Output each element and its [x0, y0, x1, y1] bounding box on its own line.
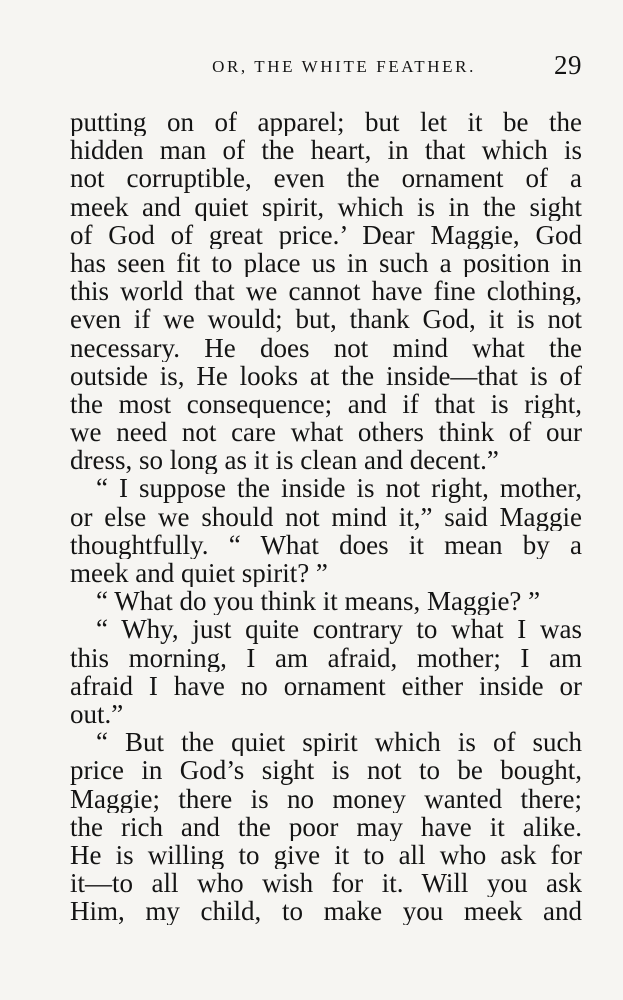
text-line: “ Why, just quite contrary to what I was — [96, 615, 582, 644]
text-line: He is willing to give it to all who ask for — [70, 840, 582, 870]
text-line: Maggie; there is no money wanted there; — [70, 784, 582, 813]
text-line: “ I suppose the inside is not right, mother, — [96, 474, 582, 503]
text-line: dress, so long as it is clean and decent.” — [70, 446, 499, 475]
running-title: OR, THE WHITE FEATHER. — [212, 57, 476, 76]
text-line: price in God’s sight is not to be bought, — [70, 756, 582, 785]
text-line: outside is, He looks at the inside—that is of — [70, 361, 582, 390]
body-text — [70, 108, 582, 925]
page-number: 29 — [554, 50, 582, 80]
text-line: Him, my child, to make you meek and — [70, 897, 582, 926]
text-line: meek and quiet spirit, which is in the sight — [70, 192, 582, 221]
text-line: afraid I have no ornament either inside or — [70, 671, 582, 700]
text-line: this world that we cannot have fine clothing, — [70, 277, 582, 306]
running-head — [70, 50, 582, 84]
text-line: not corruptible, even the ornament of a — [70, 164, 582, 193]
text-line: hidden man of the heart, in that which is — [70, 136, 582, 165]
text-line: has seen fit to place us in such a position in — [70, 248, 582, 278]
text-line: out.” — [70, 699, 124, 729]
text-line: it—to all who wish for it. Will you ask — [70, 869, 582, 898]
text-line: of God of great price.’ Dear Maggie, God — [70, 220, 582, 249]
text-line: the most consequence; and if that is right, — [70, 389, 582, 419]
text-line: or else we should not mind it,” said Maggie — [70, 502, 582, 531]
text-line: the rich and the poor may have it alike. — [70, 812, 582, 841]
text-line: even if we would; but, thank God, it is not — [70, 305, 582, 334]
text-line: putting on of apparel; but let it be the — [70, 108, 582, 137]
text-line: we need not care what others think of our — [70, 418, 582, 447]
text-line: meek and quiet spirit? ” — [70, 559, 328, 588]
text-line: “ What do you think it means, Maggie? ” — [96, 587, 541, 616]
text-line: “ But the quiet spirit which is of such — [96, 728, 582, 757]
text-line: this morning, I am afraid, mother; I am — [70, 643, 582, 672]
text-line: thoughtfully. “ What does it mean by a — [70, 530, 582, 559]
text-line: necessary. He does not mind what the — [70, 333, 582, 362]
